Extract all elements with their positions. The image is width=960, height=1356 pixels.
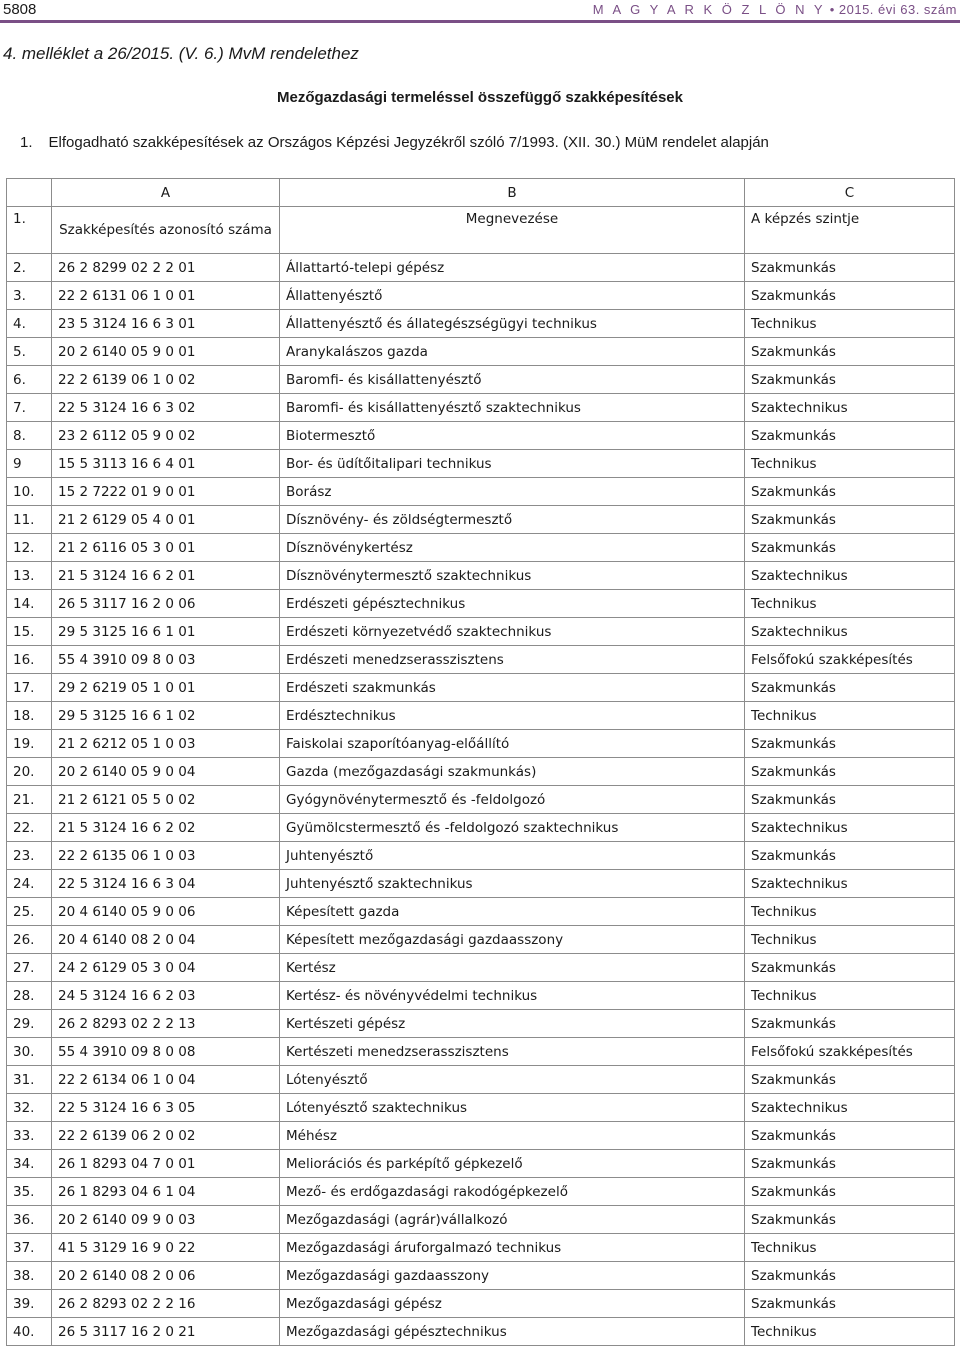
training-level: Szakmunkás — [745, 842, 955, 870]
training-level: Technikus — [745, 898, 955, 926]
qualification-name: Juhtenyésztő — [280, 842, 745, 870]
row-number: 17. — [7, 674, 52, 702]
qualification-id: 22 2 6134 06 1 0 04 — [52, 1066, 280, 1094]
qualification-id: 26 2 8293 02 2 2 16 — [52, 1290, 280, 1318]
row-number: 19. — [7, 730, 52, 758]
row-number: 25. — [7, 898, 52, 926]
qualification-name: Mezőgazdasági gépész — [280, 1290, 745, 1318]
qualification-name: Meliorációs és parképítő gépkezelő — [280, 1150, 745, 1178]
qualification-name: Aranykalászos gazda — [280, 338, 745, 366]
row-number: 3. — [7, 282, 52, 310]
table-row — [7, 506, 955, 534]
row-number: 39. — [7, 1290, 52, 1318]
qualification-name: Méhész — [280, 1122, 745, 1150]
qualification-id: 21 2 6121 05 5 0 02 — [52, 786, 280, 814]
training-level: Szaktechnikus — [745, 870, 955, 898]
training-level: Szakmunkás — [745, 282, 955, 310]
table-row — [7, 1206, 955, 1234]
training-level: Szakmunkás — [745, 1178, 955, 1206]
column-letter-c: C — [745, 179, 955, 207]
row-number: 12. — [7, 534, 52, 562]
qualification-name: Állattartó-telepi gépész — [280, 254, 745, 282]
qualification-name: Dísznövény- és zöldségtermesztő — [280, 506, 745, 534]
qualification-name: Kertész — [280, 954, 745, 982]
qualification-id: 22 2 6131 06 1 0 01 — [52, 282, 280, 310]
training-level: Szaktechnikus — [745, 394, 955, 422]
issue-info: 2015. évi 63. szám — [838, 2, 957, 17]
training-level: Szakmunkás — [745, 1290, 955, 1318]
qualification-id: 20 2 6140 05 9 0 01 — [52, 338, 280, 366]
training-level: Szaktechnikus — [745, 814, 955, 842]
training-level: Szakmunkás — [745, 478, 955, 506]
column-letter-a: A — [52, 179, 280, 207]
qualification-id: 55 4 3910 09 8 0 08 — [52, 1038, 280, 1066]
qualification-id: 20 4 6140 05 9 0 06 — [52, 898, 280, 926]
qualification-name: Mezőgazdasági gépésztechnikus — [280, 1318, 745, 1346]
row-number: 36. — [7, 1206, 52, 1234]
header-level: A képzés szintje — [745, 207, 955, 254]
table-row — [7, 394, 955, 422]
table-row — [7, 870, 955, 898]
training-level: Technikus — [745, 702, 955, 730]
row-number: 23. — [7, 842, 52, 870]
training-level: Szakmunkás — [745, 674, 955, 702]
header-id-number: Szakképesítés azonosító száma — [52, 207, 280, 254]
training-level: Felsőfokú szakképesítés — [745, 1038, 955, 1066]
training-level: Szakmunkás — [745, 338, 955, 366]
table-row — [7, 562, 955, 590]
qualification-id: 26 1 8293 04 7 0 01 — [52, 1150, 280, 1178]
table-row — [7, 982, 955, 1010]
qualification-name: Biotermesztő — [280, 422, 745, 450]
qualification-name: Kertészeti gépész — [280, 1010, 745, 1038]
training-level: Technikus — [745, 1318, 955, 1346]
qualification-id: 55 4 3910 09 8 0 03 — [52, 646, 280, 674]
training-level: Szakmunkás — [745, 422, 955, 450]
qualification-id: 22 5 3124 16 6 3 04 — [52, 870, 280, 898]
row-number: 18. — [7, 702, 52, 730]
row-number: 2. — [7, 254, 52, 282]
qualification-name: Lótenyésztő szaktechnikus — [280, 1094, 745, 1122]
training-level: Szaktechnikus — [745, 618, 955, 646]
row-number: 13. — [7, 562, 52, 590]
table-row — [7, 1318, 955, 1346]
table-row — [7, 954, 955, 982]
row-number: 9 — [7, 450, 52, 478]
qualification-name: Állattenyésztő és állategészségügyi technikus — [280, 310, 745, 338]
table-row — [7, 758, 955, 786]
table-row — [7, 282, 955, 310]
page-number: 5808 — [3, 1, 37, 18]
qualification-id: 20 4 6140 08 2 0 04 — [52, 926, 280, 954]
table-row — [7, 422, 955, 450]
qualification-name: Erdészeti gépésztechnikus — [280, 590, 745, 618]
table-row — [7, 1234, 955, 1262]
row-number: 38. — [7, 1262, 52, 1290]
row-number: 37. — [7, 1234, 52, 1262]
row-number: 15. — [7, 618, 52, 646]
qualification-id: 26 5 3117 16 2 0 21 — [52, 1318, 280, 1346]
row-number: 10. — [7, 478, 52, 506]
qualification-id: 22 5 3124 16 6 3 02 — [52, 394, 280, 422]
table-row — [7, 730, 955, 758]
row-number: 28. — [7, 982, 52, 1010]
training-level: Szakmunkás — [745, 1010, 955, 1038]
row-number: 4. — [7, 310, 52, 338]
row-number: 34. — [7, 1150, 52, 1178]
qualification-name: Képesített gazda — [280, 898, 745, 926]
qualification-id: 15 2 7222 01 9 0 01 — [52, 478, 280, 506]
row-number: 27. — [7, 954, 52, 982]
row-number: 8. — [7, 422, 52, 450]
training-level: Felsőfokú szakképesítés — [745, 646, 955, 674]
row-number: 24. — [7, 870, 52, 898]
training-level: Szakmunkás — [745, 1150, 955, 1178]
table-row — [7, 646, 955, 674]
training-level: Technikus — [745, 982, 955, 1010]
annex-title: 4. melléklet a 26/2015. (V. 6.) MvM rendelethez — [3, 44, 359, 63]
training-level: Technikus — [745, 1234, 955, 1262]
header-rule — [0, 20, 960, 23]
qualifications-table — [6, 178, 955, 1346]
dot-separator: • — [829, 2, 835, 17]
training-level: Szakmunkás — [745, 730, 955, 758]
table-row — [7, 1290, 955, 1318]
qualification-id: 21 2 6116 05 3 0 01 — [52, 534, 280, 562]
qualification-name: Lótenyésztő — [280, 1066, 745, 1094]
qualification-id: 29 5 3125 16 6 1 02 — [52, 702, 280, 730]
row-number: 14. — [7, 590, 52, 618]
qualification-name: Kertészeti menedzserasszisztens — [280, 1038, 745, 1066]
qualification-name: Dísznövénytermesztő szaktechnikus — [280, 562, 745, 590]
column-letter-row — [7, 179, 955, 207]
table-row — [7, 842, 955, 870]
qualification-id: 21 5 3124 16 6 2 02 — [52, 814, 280, 842]
qualification-id: 23 2 6112 05 9 0 02 — [52, 422, 280, 450]
table-row — [7, 1150, 955, 1178]
qualification-id: 29 2 6219 05 1 0 01 — [52, 674, 280, 702]
qualification-id: 20 2 6140 05 9 0 04 — [52, 758, 280, 786]
qualification-id: 21 2 6212 05 1 0 03 — [52, 730, 280, 758]
qualification-name: Erdésztechnikus — [280, 702, 745, 730]
table-row — [7, 310, 955, 338]
qualification-name: Állattenyésztő — [280, 282, 745, 310]
qualification-id: 20 2 6140 09 9 0 03 — [52, 1206, 280, 1234]
header-row-number: 1. — [7, 207, 52, 254]
publication-info — [593, 2, 957, 17]
qualification-name: Gyógynövénytermesztő és -feldolgozó — [280, 786, 745, 814]
table-row — [7, 1262, 955, 1290]
qualification-name: Mezőgazdasági áruforgalmazó technikus — [280, 1234, 745, 1262]
table-row — [7, 534, 955, 562]
table-row — [7, 366, 955, 394]
qualification-id: 24 5 3124 16 6 2 03 — [52, 982, 280, 1010]
table-row — [7, 1122, 955, 1150]
training-level: Szakmunkás — [745, 506, 955, 534]
table-row — [7, 618, 955, 646]
qualification-name: Faiskolai szaporítóanyag-előállító — [280, 730, 745, 758]
qualification-id: 22 2 6135 06 1 0 03 — [52, 842, 280, 870]
training-level: Szakmunkás — [745, 758, 955, 786]
table-row — [7, 1066, 955, 1094]
qualification-name: Erdészeti menedzserasszisztens — [280, 646, 745, 674]
table-row — [7, 702, 955, 730]
qualification-id: 15 5 3113 16 6 4 01 — [52, 450, 280, 478]
header-name: Megnevezése — [280, 207, 745, 254]
qualification-name: Baromfi- és kisállattenyésztő — [280, 366, 745, 394]
training-level: Technikus — [745, 590, 955, 618]
qualification-id: 24 2 6129 05 3 0 04 — [52, 954, 280, 982]
row-number: 29. — [7, 1010, 52, 1038]
training-level: Szakmunkás — [745, 1262, 955, 1290]
row-number: 26. — [7, 926, 52, 954]
qualification-id: 22 2 6139 06 2 0 02 — [52, 1122, 280, 1150]
section-title: Elfogadható szakképesítések az Országos Képzési Jegyzékről szóló 7/1993. (XII. 30.) MüM rendelet alapján — [48, 134, 769, 151]
row-number: 11. — [7, 506, 52, 534]
qualification-name: Erdészeti szakmunkás — [280, 674, 745, 702]
qualification-name: Kertész- és növényvédelmi technikus — [280, 982, 745, 1010]
column-letter-b: B — [280, 179, 745, 207]
qualification-id: 20 2 6140 08 2 0 06 — [52, 1262, 280, 1290]
row-number: 30. — [7, 1038, 52, 1066]
table-row — [7, 786, 955, 814]
qualification-id: 22 5 3124 16 6 3 05 — [52, 1094, 280, 1122]
training-level: Szakmunkás — [745, 954, 955, 982]
row-number: 32. — [7, 1094, 52, 1122]
qualification-name: Gazda (mezőgazdasági szakmunkás) — [280, 758, 745, 786]
qualification-id: 26 5 3117 16 2 0 06 — [52, 590, 280, 618]
qualification-id: 21 5 3124 16 6 2 01 — [52, 562, 280, 590]
row-number: 16. — [7, 646, 52, 674]
qualification-id: 41 5 3129 16 9 0 22 — [52, 1234, 280, 1262]
qualification-name: Képesített mezőgazdasági gazdaasszony — [280, 926, 745, 954]
qualification-name: Baromfi- és kisállattenyésztő szaktechnikus — [280, 394, 745, 422]
table-row — [7, 1094, 955, 1122]
table-row — [7, 814, 955, 842]
training-level: Szakmunkás — [745, 366, 955, 394]
table-row — [7, 674, 955, 702]
corner-cell — [7, 179, 52, 207]
training-level: Szakmunkás — [745, 534, 955, 562]
training-level: Szaktechnikus — [745, 1094, 955, 1122]
document-title: Mezőgazdasági termeléssel összefüggő szakképesítések — [276, 89, 683, 106]
table-row — [7, 898, 955, 926]
row-number: 40. — [7, 1318, 52, 1346]
qualification-id: 29 5 3125 16 6 1 01 — [52, 618, 280, 646]
qualification-name: Mezőgazdasági (agrár)vállalkozó — [280, 1206, 745, 1234]
table-row — [7, 590, 955, 618]
qualification-id: 21 2 6129 05 4 0 01 — [52, 506, 280, 534]
row-number: 5. — [7, 338, 52, 366]
table-row — [7, 254, 955, 282]
table-row — [7, 478, 955, 506]
row-number: 7. — [7, 394, 52, 422]
qualification-id: 26 1 8293 04 6 1 04 — [52, 1178, 280, 1206]
qualification-name: Gyümölcstermesztő és -feldolgozó szaktechnikus — [280, 814, 745, 842]
training-level: Szakmunkás — [745, 254, 955, 282]
qualification-name: Juhtenyésztő szaktechnikus — [280, 870, 745, 898]
qualification-id: 23 5 3124 16 6 3 01 — [52, 310, 280, 338]
table-row — [7, 1178, 955, 1206]
qualification-id: 26 2 8293 02 2 2 13 — [52, 1010, 280, 1038]
table-header-row — [7, 207, 955, 254]
section-number: 1. — [20, 134, 33, 151]
training-level: Szakmunkás — [745, 786, 955, 814]
section-heading — [20, 134, 769, 151]
qualification-name: Mezőgazdasági gazdaasszony — [280, 1262, 745, 1290]
qualification-name: Bor- és üdítőitalipari technikus — [280, 450, 745, 478]
row-number: 31. — [7, 1066, 52, 1094]
row-number: 6. — [7, 366, 52, 394]
row-number: 35. — [7, 1178, 52, 1206]
training-level: Technikus — [745, 310, 955, 338]
page-header — [0, 0, 960, 20]
table-row — [7, 926, 955, 954]
training-level: Szaktechnikus — [745, 562, 955, 590]
training-level: Szakmunkás — [745, 1122, 955, 1150]
publication-name: M A G Y A R K Ö Z L Ö N Y — [592, 2, 826, 17]
training-level: Technikus — [745, 926, 955, 954]
table-row — [7, 1010, 955, 1038]
qualification-id: 26 2 8299 02 2 2 01 — [52, 254, 280, 282]
table-row — [7, 1038, 955, 1066]
qualification-id: 22 2 6139 06 1 0 02 — [52, 366, 280, 394]
training-level: Technikus — [745, 450, 955, 478]
row-number: 21. — [7, 786, 52, 814]
row-number: 20. — [7, 758, 52, 786]
table-row — [7, 338, 955, 366]
qualification-name: Borász — [280, 478, 745, 506]
qualification-name: Dísznövénykertész — [280, 534, 745, 562]
row-number: 33. — [7, 1122, 52, 1150]
qualification-name: Mező- és erdőgazdasági rakodógépkezelő — [280, 1178, 745, 1206]
row-number: 22. — [7, 814, 52, 842]
training-level: Szakmunkás — [745, 1206, 955, 1234]
training-level: Szakmunkás — [745, 1066, 955, 1094]
qualification-name: Erdészeti környezetvédő szaktechnikus — [280, 618, 745, 646]
table-row — [7, 450, 955, 478]
